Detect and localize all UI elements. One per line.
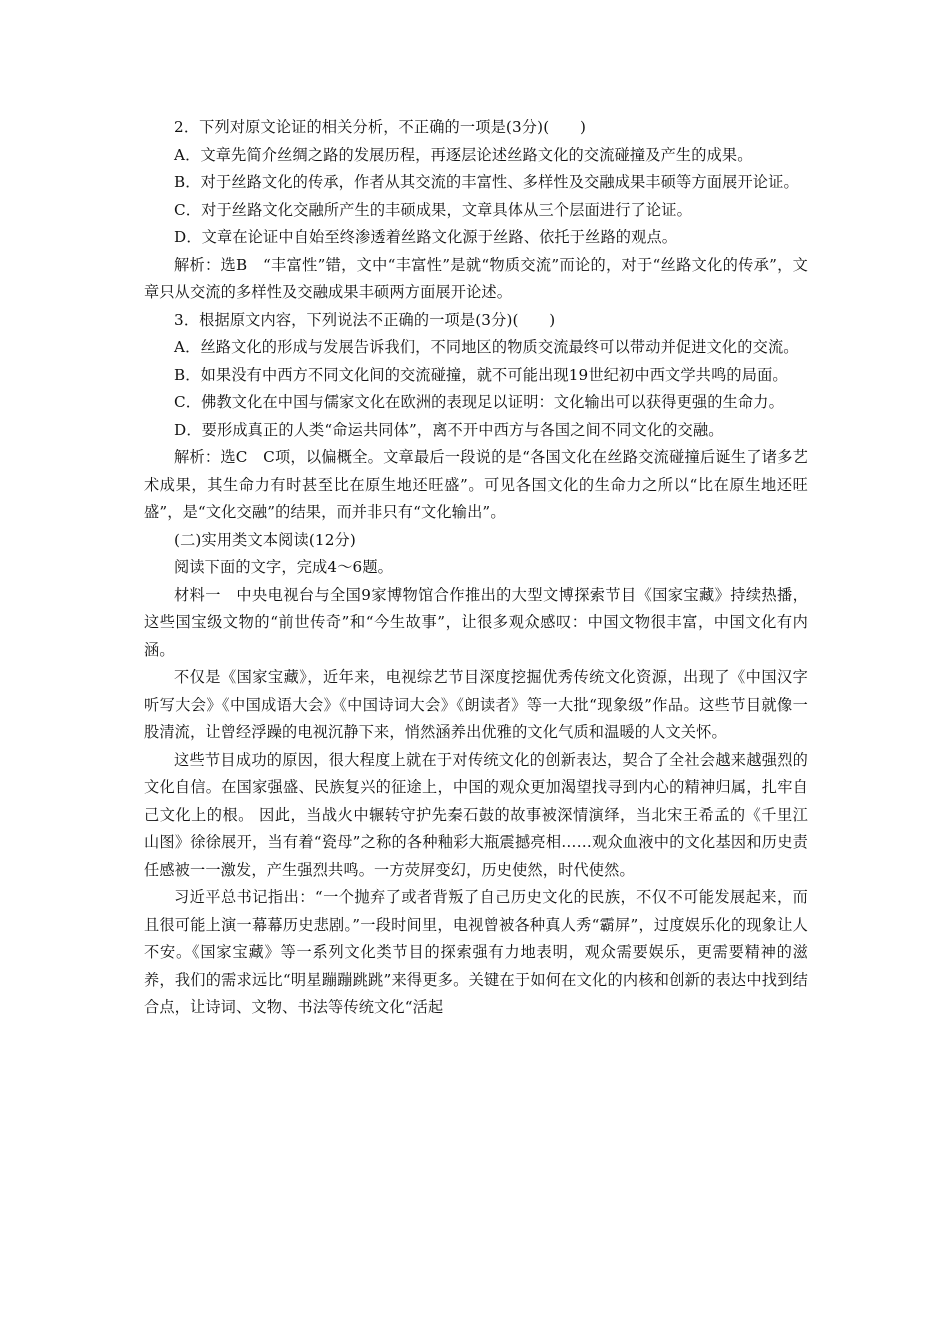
document-page [144,114,808,1022]
question-2-option-d: D．文章在论证中自始至终渗透着丝路文化源于丝路、依托于丝路的观点。 [174,228,678,246]
material-1-paragraph-2: 不仅是《国家宝藏》，近年来，电视综艺节目深度挖掘优秀传统文化资源，出现了《中国汉字听写大会》《中国成语大会》《中国诗词大会》《朗读者》等一大批“现象级”作品。这些节目就像一股清流，让曾经浮躁的电视沉静下来，悄然涵养出优雅的文化气质和温暖的人文关怀。 [144,668,808,741]
question-2-analysis: 解析：选B “丰富性”错，文中“丰富性”是就“物质交流”而论的，对于“丝路文化的传承”，文章只从交流的多样性及交融成果丰硕两方面展开论述。 [144,255,808,301]
question-3-option-a: A．丝路文化的形成与发展告诉我们，不同地区的物质交流最终可以带动并促进文化的交流。 [174,338,799,356]
material-1-paragraph-4: 习近平总书记指出：“一个抛弃了或者背叛了自己历史文化的民族，不仅不可能发展起来，而且很可能上演一幕幕历史悲剧。”一段时间里，电视曾被各种真人秀“霸屏”，过度娱乐化的现象让人不安。《国家宝藏》等一系列文化类节目的探索强有力地表明，观众需要娱乐，更需要精神的滋养，我们的需求远比“明星蹦蹦跳跳”来得更多。关键在于如何在文化的内核和创新的表达中找到结合点，让诗词、文物、书法等传统文化“活起 [144,888,808,1016]
section-heading: (二)实用类文本阅读(12分) [174,530,356,549]
question-2-option-b: B．对于丝路文化的传承，作者从其交流的丰富性、多样性及交融成果丰硕等方面展开论证。 [174,173,799,191]
question-3-option-d: D．要形成真正的人类“命运共同体”，离不开中西方与各国之间不同文化的交融。 [174,420,724,439]
question-2-option-c: C．对于丝路文化交融所产生的丰硕成果，文章具体从三个层面进行了论证。 [174,200,692,219]
reading-instruction: 阅读下面的文字，完成4～6题。 [174,558,394,576]
question-2-stem: 2．下列对原文论证的相关分析，不正确的一项是(3分)( ) [174,118,587,136]
material-1-paragraph-3: 这些节目成功的原因，很大程度上就在于对传统文化的创新表达，契合了全社会越来越强烈的文化自信。在国家强盛、民族复兴的征途上，中国的观众更加渴望找寻到内心的精神归属，扎牢自己文化上的根。 因此，当战火中辗转守护先秦石鼓的故事被深情演绎，当北宋王希孟的《千里江山图》徐徐展开，当有着“瓷母”之称的各种釉彩大瓶震撼亮相……观众血液中的文化基因和历史责任感被一一激发，产生强烈共鸣。一方荧屏变幻，历史使然，时代使然。 [144,750,808,879]
material-1-paragraph-1: 材料一 中央电视台与全国9家博物馆合作推出的大型文博探索节目《国家宝藏》持续热播，这些国宝级文物的“前世传奇”和“今生故事”，让很多观众感叹：中国文物很丰富，中国文化有内涵。 [144,585,808,659]
question-3-option-b: B．如果没有中西方不同文化间的交流碰撞，就不可能出现19世纪初中西文学共鸣的局面。 [174,365,788,384]
question-3-analysis: 解析：选C C项，以偏概全。文章最后一段说的是“各国文化在丝路交流碰撞后诞生了诸多艺术成果，其生命力有时甚至比在原生地还旺盛”。可见各国文化的生命力之所以“比在原生地还旺盛”，是“文化交融”的结果，而并非只有“文化输出”。 [144,448,808,521]
question-3-option-c: C．佛教文化在中国与儒家文化在欧洲的表现足以证明：文化输出可以获得更强的生命力。 [174,393,784,411]
question-2-option-a: A．文章先简介丝绸之路的发展历程，再逐层论述丝路文化的交流碰撞及产生的成果。 [174,145,753,164]
question-3-stem: 3．根据原文内容，下列说法不正确的一项是(3分)( ) [174,310,556,329]
